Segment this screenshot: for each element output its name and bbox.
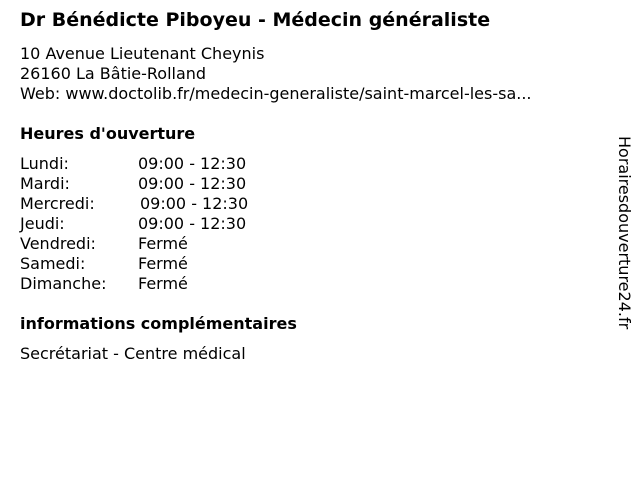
website-link[interactable]: Web: www.doctolib.fr/medecin-generaliste/saint-marcel-les-sa...	[20, 84, 532, 103]
day-label: Jeudi:	[20, 214, 65, 233]
day-label: Mardi:	[20, 174, 70, 193]
day-label: Mercredi:	[20, 194, 95, 213]
opening-hours-table	[20, 154, 248, 294]
address-city: 26160 La Bâtie-Rolland	[20, 64, 207, 83]
hours-row-friday	[20, 234, 248, 254]
hours-value: Fermé	[138, 274, 188, 293]
day-label: Lundi:	[20, 154, 69, 173]
hours-row-saturday	[20, 254, 248, 274]
hours-value: 09:00 - 12:30	[138, 214, 247, 233]
address-block	[20, 44, 532, 104]
day-label: Dimanche:	[20, 274, 107, 293]
additional-info-text: Secrétariat - Centre médical	[20, 344, 246, 363]
hours-row-monday	[20, 154, 248, 174]
hours-row-tuesday	[20, 174, 248, 194]
hours-row-thursday	[20, 214, 248, 234]
site-watermark: Horairesdouverture24.fr	[615, 136, 634, 330]
hours-value: Fermé	[138, 234, 188, 253]
additional-info-heading: informations complémentaires	[20, 314, 297, 333]
day-label: Samedi:	[20, 254, 86, 273]
address-street: 10 Avenue Lieutenant Cheynis	[20, 44, 265, 63]
hours-row-wednesday	[20, 194, 248, 214]
hours-value: 09:00 - 12:30	[140, 194, 249, 213]
hours-row-sunday	[20, 274, 248, 294]
hours-value: 09:00 - 12:30	[138, 174, 247, 193]
opening-hours-heading: Heures d'ouverture	[20, 124, 196, 143]
hours-value: Fermé	[138, 254, 188, 273]
hours-value: 09:00 - 12:30	[138, 154, 247, 173]
page-title: Dr Bénédicte Piboyeu - Médecin généraliste	[20, 9, 491, 31]
day-label: Vendredi:	[20, 234, 96, 253]
